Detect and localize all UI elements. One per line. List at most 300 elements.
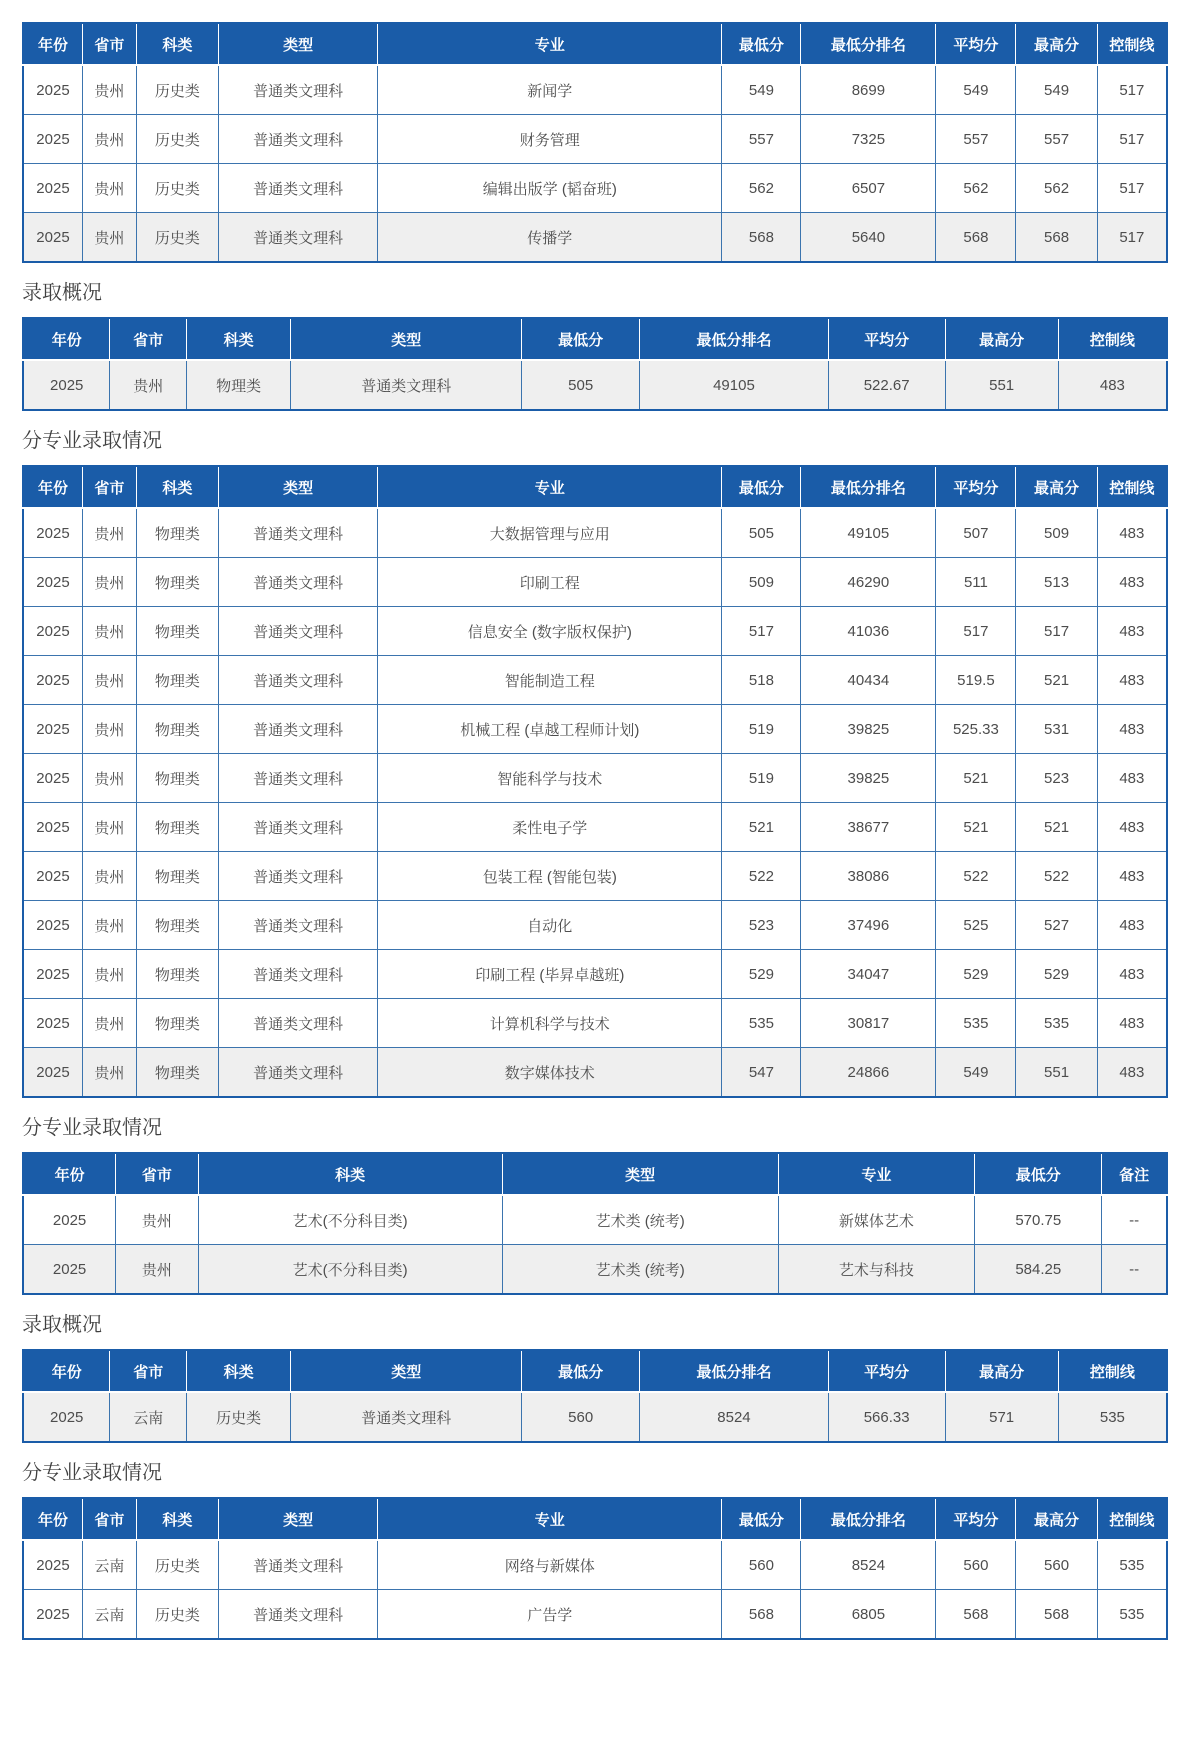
table-cell: 517	[1097, 213, 1167, 263]
table-cell: 521	[936, 754, 1016, 803]
table-cell: 贵州	[82, 213, 136, 263]
table-cell: 普通类文理科	[219, 65, 378, 115]
table-cell: 40434	[801, 656, 936, 705]
table-cell: --	[1102, 1245, 1167, 1295]
table-cell: 551	[1016, 1048, 1097, 1098]
table-cell: 505	[522, 360, 640, 410]
table-section	[22, 427, 1168, 1098]
table-cell: 2025	[23, 115, 82, 164]
column-header: 最低分排名	[640, 318, 829, 360]
table-cell: 2025	[23, 803, 82, 852]
table-cell: 贵州	[82, 558, 136, 607]
table-cell: 571	[945, 1392, 1058, 1442]
table-cell: 568	[722, 213, 801, 263]
table-cell: 2025	[23, 950, 82, 999]
table-cell: 560	[722, 1540, 801, 1590]
table-cell: 普通类文理科	[219, 213, 378, 263]
table-section	[22, 279, 1168, 411]
column-header: 最高分	[1016, 466, 1097, 508]
column-header: 科类	[136, 1498, 218, 1540]
table-cell: 2025	[23, 1245, 116, 1295]
table-cell: 2025	[23, 901, 82, 950]
table-cell: 物理类	[136, 1048, 218, 1098]
table-cell: 历史类	[136, 213, 218, 263]
table-cell: 523	[722, 901, 801, 950]
table-cell: 普通类文理科	[219, 901, 378, 950]
header-row	[23, 23, 1167, 65]
table-cell: 483	[1097, 1048, 1167, 1098]
table-cell: 机械工程 (卓越工程师计划)	[378, 705, 722, 754]
table-row	[23, 950, 1167, 999]
column-header: 科类	[136, 466, 218, 508]
table-cell: 2025	[23, 65, 82, 115]
column-header: 平均分	[828, 318, 945, 360]
table-cell: 39825	[801, 705, 936, 754]
table-cell: 2025	[23, 508, 82, 558]
table-cell: 483	[1058, 360, 1167, 410]
table-cell: 历史类	[136, 115, 218, 164]
table-cell: 525.33	[936, 705, 1016, 754]
table-cell: 历史类	[187, 1392, 291, 1442]
table-cell: 贵州	[82, 1048, 136, 1098]
column-header: 备注	[1102, 1153, 1167, 1195]
admissions-table	[22, 1497, 1168, 1640]
table-cell: 包装工程 (智能包装)	[378, 852, 722, 901]
table-cell: --	[1102, 1195, 1167, 1245]
column-header: 类型	[219, 1498, 378, 1540]
table-cell: 568	[936, 1590, 1016, 1640]
column-header: 类型	[291, 318, 522, 360]
table-cell: 云南	[82, 1540, 136, 1590]
table-cell: 物理类	[136, 803, 218, 852]
table-cell: 数字媒体技术	[378, 1048, 722, 1098]
column-header: 控制线	[1097, 1498, 1167, 1540]
table-cell: 483	[1097, 852, 1167, 901]
table-cell: 535	[1058, 1392, 1167, 1442]
column-header: 省市	[82, 466, 136, 508]
table-cell: 贵州	[82, 999, 136, 1048]
column-header: 最低分排名	[801, 1498, 936, 1540]
table-cell: 艺术(不分科目类)	[198, 1195, 502, 1245]
column-header: 科类	[136, 23, 218, 65]
table-cell: 41036	[801, 607, 936, 656]
column-header: 控制线	[1058, 1350, 1167, 1392]
column-header: 最低分	[722, 1498, 801, 1540]
column-header: 平均分	[828, 1350, 945, 1392]
table-cell: 562	[722, 164, 801, 213]
header-row	[23, 318, 1167, 360]
column-header: 省市	[116, 1153, 198, 1195]
table-cell: 编辑出版学 (韬奋班)	[378, 164, 722, 213]
table-cell: 568	[1016, 213, 1097, 263]
table-cell: 2025	[23, 1392, 110, 1442]
content	[22, 22, 1168, 1640]
table-cell: 财务管理	[378, 115, 722, 164]
table-cell: 549	[1016, 65, 1097, 115]
section-title: 录取概况	[22, 1314, 102, 1336]
table-cell: 8524	[801, 1540, 936, 1590]
table-cell: 普通类文理科	[219, 1048, 378, 1098]
table-cell: 贵州	[82, 901, 136, 950]
column-header: 科类	[198, 1153, 502, 1195]
column-header: 平均分	[936, 1498, 1016, 1540]
table-cell: 6805	[801, 1590, 936, 1640]
table-cell: 535	[936, 999, 1016, 1048]
table-cell: 535	[1097, 1590, 1167, 1640]
table-cell: 522	[722, 852, 801, 901]
table-cell: 艺术(不分科目类)	[198, 1245, 502, 1295]
column-header: 年份	[23, 23, 82, 65]
table-cell: 2025	[23, 607, 82, 656]
table-cell: 535	[1097, 1540, 1167, 1590]
admissions-table	[22, 317, 1168, 411]
table-cell: 大数据管理与应用	[378, 508, 722, 558]
table-cell: 普通类文理科	[219, 754, 378, 803]
table-cell: 普通类文理科	[219, 164, 378, 213]
table-cell: 517	[1097, 115, 1167, 164]
table-row	[23, 705, 1167, 754]
column-header: 最低分排名	[640, 1350, 829, 1392]
table-cell: 2025	[23, 213, 82, 263]
table-cell: 24866	[801, 1048, 936, 1098]
table-cell: 贵州	[82, 607, 136, 656]
table-cell: 517	[1097, 65, 1167, 115]
table-cell: 549	[936, 1048, 1016, 1098]
table-cell: 2025	[23, 754, 82, 803]
table-cell: 529	[722, 950, 801, 999]
table-cell: 37496	[801, 901, 936, 950]
table-cell: 511	[936, 558, 1016, 607]
table-row	[23, 656, 1167, 705]
header-row	[23, 1350, 1167, 1392]
table-cell: 522.67	[828, 360, 945, 410]
table-cell: 贵州	[82, 803, 136, 852]
table-row	[23, 852, 1167, 901]
table-cell: 自动化	[378, 901, 722, 950]
table-cell: 517	[722, 607, 801, 656]
table-cell: 557	[1016, 115, 1097, 164]
table-row	[23, 999, 1167, 1048]
table-cell: 521	[1016, 803, 1097, 852]
table-cell: 物理类	[136, 754, 218, 803]
table-row	[23, 803, 1167, 852]
table-cell: 521	[722, 803, 801, 852]
table-cell: 525	[936, 901, 1016, 950]
table-cell: 562	[1016, 164, 1097, 213]
table-cell: 535	[722, 999, 801, 1048]
table-cell: 普通类文理科	[219, 508, 378, 558]
table-cell: 549	[936, 65, 1016, 115]
table-cell: 483	[1097, 999, 1167, 1048]
table-row	[23, 213, 1167, 263]
column-header: 类型	[502, 1153, 778, 1195]
table-section	[22, 1311, 1168, 1443]
table-cell: 普通类文理科	[219, 1590, 378, 1640]
table-cell: 艺术类 (统考)	[502, 1245, 778, 1295]
section-title: 分专业录取情况	[22, 1117, 162, 1139]
table-cell: 贵州	[110, 360, 187, 410]
table-cell: 普通类文理科	[219, 656, 378, 705]
table-cell: 38086	[801, 852, 936, 901]
table-cell: 521	[1016, 656, 1097, 705]
table-cell: 普通类文理科	[219, 999, 378, 1048]
table-row	[23, 115, 1167, 164]
table-cell: 521	[936, 803, 1016, 852]
column-header: 控制线	[1058, 318, 1167, 360]
column-header: 类型	[291, 1350, 522, 1392]
table-cell: 普通类文理科	[219, 1540, 378, 1590]
table-cell: 历史类	[136, 1540, 218, 1590]
table-cell: 562	[936, 164, 1016, 213]
table-cell: 517	[1097, 164, 1167, 213]
table-cell: 483	[1097, 901, 1167, 950]
table-row	[23, 558, 1167, 607]
column-header: 平均分	[936, 23, 1016, 65]
table-cell: 483	[1097, 950, 1167, 999]
column-header: 专业	[378, 1498, 722, 1540]
table-cell: 2025	[23, 656, 82, 705]
table-cell: 柔性电子学	[378, 803, 722, 852]
column-header: 控制线	[1097, 466, 1167, 508]
column-header: 科类	[187, 1350, 291, 1392]
table-cell: 529	[936, 950, 1016, 999]
table-cell: 557	[936, 115, 1016, 164]
table-cell: 2025	[23, 852, 82, 901]
table-row	[23, 65, 1167, 115]
column-header: 控制线	[1097, 23, 1167, 65]
section-title: 录取概况	[22, 282, 102, 304]
table-cell: 549	[722, 65, 801, 115]
table-cell: 新媒体艺术	[778, 1195, 975, 1245]
table-cell: 34047	[801, 950, 936, 999]
table-cell: 8699	[801, 65, 936, 115]
table-cell: 39825	[801, 754, 936, 803]
table-section	[22, 22, 1168, 263]
table-cell: 贵州	[82, 656, 136, 705]
table-section	[22, 1459, 1168, 1640]
admissions-table	[22, 465, 1168, 1098]
table-cell: 网络与新媒体	[378, 1540, 722, 1590]
table-cell: 507	[936, 508, 1016, 558]
table-cell: 519.5	[936, 656, 1016, 705]
table-cell: 物理类	[136, 705, 218, 754]
column-header: 年份	[23, 1498, 82, 1540]
table-cell: 2025	[23, 360, 110, 410]
table-cell: 贵州	[82, 852, 136, 901]
table-cell: 普通类文理科	[291, 360, 522, 410]
column-header: 最低分	[722, 466, 801, 508]
table-cell: 历史类	[136, 164, 218, 213]
table-cell: 智能科学与技术	[378, 754, 722, 803]
table-cell: 物理类	[136, 852, 218, 901]
table-cell: 551	[945, 360, 1058, 410]
table-cell: 560	[936, 1540, 1016, 1590]
table-cell: 普通类文理科	[219, 607, 378, 656]
table-cell: 483	[1097, 607, 1167, 656]
table-cell: 6507	[801, 164, 936, 213]
table-cell: 普通类文理科	[219, 950, 378, 999]
column-header: 最低分	[522, 318, 640, 360]
column-header: 省市	[82, 23, 136, 65]
table-cell: 艺术类 (统考)	[502, 1195, 778, 1245]
table-cell: 5640	[801, 213, 936, 263]
table-cell: 计算机科学与技术	[378, 999, 722, 1048]
table-cell: 贵州	[82, 164, 136, 213]
header-row	[23, 1498, 1167, 1540]
table-cell: 8524	[640, 1392, 829, 1442]
table-cell: 566.33	[828, 1392, 945, 1442]
table-cell: 物理类	[136, 950, 218, 999]
column-header: 省市	[110, 318, 187, 360]
column-header: 专业	[378, 466, 722, 508]
table-cell: 物理类	[136, 508, 218, 558]
table-cell: 483	[1097, 754, 1167, 803]
column-header: 年份	[23, 1153, 116, 1195]
table-cell: 560	[522, 1392, 640, 1442]
table-row	[23, 1195, 1167, 1245]
table-cell: 49105	[801, 508, 936, 558]
table-row	[23, 1392, 1167, 1442]
table-cell: 新闻学	[378, 65, 722, 115]
column-header: 平均分	[936, 466, 1016, 508]
table-cell: 广告学	[378, 1590, 722, 1640]
table-cell: 517	[1016, 607, 1097, 656]
table-cell: 46290	[801, 558, 936, 607]
table-cell: 509	[1016, 508, 1097, 558]
table-row	[23, 1590, 1167, 1640]
table-cell: 2025	[23, 1540, 82, 1590]
table-cell: 2025	[23, 164, 82, 213]
table-cell: 527	[1016, 901, 1097, 950]
table-cell: 贵州	[116, 1195, 198, 1245]
table-cell: 509	[722, 558, 801, 607]
table-cell: 7325	[801, 115, 936, 164]
header-row	[23, 1153, 1167, 1195]
table-cell: 物理类	[136, 901, 218, 950]
table-cell: 历史类	[136, 1590, 218, 1640]
table-cell: 483	[1097, 558, 1167, 607]
table-cell: 483	[1097, 656, 1167, 705]
table-cell: 2025	[23, 1048, 82, 1098]
column-header: 最低分	[975, 1153, 1102, 1195]
table-cell: 519	[722, 705, 801, 754]
table-cell: 531	[1016, 705, 1097, 754]
column-header: 年份	[23, 466, 82, 508]
table-cell: 522	[936, 852, 1016, 901]
column-header: 专业	[778, 1153, 975, 1195]
table-cell: 贵州	[82, 65, 136, 115]
admissions-table	[22, 1349, 1168, 1443]
table-cell: 艺术与科技	[778, 1245, 975, 1295]
column-header: 省市	[110, 1350, 187, 1392]
table-cell: 505	[722, 508, 801, 558]
column-header: 省市	[82, 1498, 136, 1540]
table-cell: 云南	[110, 1392, 187, 1442]
table-cell: 物理类	[136, 607, 218, 656]
table-cell: 印刷工程	[378, 558, 722, 607]
column-header: 科类	[187, 318, 291, 360]
column-header: 最低分排名	[801, 466, 936, 508]
table-cell: 517	[936, 607, 1016, 656]
table-cell: 38677	[801, 803, 936, 852]
table-row	[23, 164, 1167, 213]
column-header: 年份	[23, 1350, 110, 1392]
table-cell: 568	[936, 213, 1016, 263]
table-cell: 568	[722, 1590, 801, 1640]
table-cell: 印刷工程 (毕昇卓越班)	[378, 950, 722, 999]
table-cell: 483	[1097, 508, 1167, 558]
table-section	[22, 1114, 1168, 1295]
table-cell: 2025	[23, 705, 82, 754]
admissions-table	[22, 1152, 1168, 1295]
table-row	[23, 901, 1167, 950]
table-cell: 历史类	[136, 65, 218, 115]
table-cell: 560	[1016, 1540, 1097, 1590]
table-cell: 贵州	[82, 508, 136, 558]
table-cell: 物理类	[136, 558, 218, 607]
table-cell: 547	[722, 1048, 801, 1098]
table-cell: 贵州	[116, 1245, 198, 1295]
table-cell: 535	[1016, 999, 1097, 1048]
table-cell: 30817	[801, 999, 936, 1048]
column-header: 最低分	[522, 1350, 640, 1392]
column-header: 类型	[219, 23, 378, 65]
admissions-table	[22, 22, 1168, 263]
table-cell: 2025	[23, 1590, 82, 1640]
section-title: 分专业录取情况	[22, 430, 162, 452]
table-cell: 物理类	[136, 656, 218, 705]
table-cell: 普通类文理科	[219, 705, 378, 754]
table-cell: 普通类文理科	[219, 852, 378, 901]
table-cell: 584.25	[975, 1245, 1102, 1295]
table-cell: 普通类文理科	[291, 1392, 522, 1442]
table-cell: 贵州	[82, 950, 136, 999]
table-cell: 568	[1016, 1590, 1097, 1640]
table-row	[23, 1245, 1167, 1295]
column-header: 最低分排名	[801, 23, 936, 65]
table-row	[23, 508, 1167, 558]
table-cell: 529	[1016, 950, 1097, 999]
column-header: 最高分	[1016, 1498, 1097, 1540]
table-cell: 513	[1016, 558, 1097, 607]
table-cell: 2025	[23, 999, 82, 1048]
table-cell: 483	[1097, 803, 1167, 852]
table-cell: 522	[1016, 852, 1097, 901]
table-cell: 570.75	[975, 1195, 1102, 1245]
section-title: 分专业录取情况	[22, 1462, 162, 1484]
table-cell: 传播学	[378, 213, 722, 263]
header-row	[23, 466, 1167, 508]
table-cell: 贵州	[82, 754, 136, 803]
table-cell: 普通类文理科	[219, 558, 378, 607]
column-header: 最高分	[1016, 23, 1097, 65]
table-cell: 483	[1097, 705, 1167, 754]
table-cell: 519	[722, 754, 801, 803]
table-cell: 普通类文理科	[219, 803, 378, 852]
table-row	[23, 360, 1167, 410]
column-header: 最高分	[945, 1350, 1058, 1392]
table-cell: 信息安全 (数字版权保护)	[378, 607, 722, 656]
table-cell: 2025	[23, 558, 82, 607]
column-header: 最低分	[722, 23, 801, 65]
table-row	[23, 607, 1167, 656]
table-cell: 518	[722, 656, 801, 705]
column-header: 专业	[378, 23, 722, 65]
table-cell: 贵州	[82, 705, 136, 754]
table-cell: 2025	[23, 1195, 116, 1245]
table-cell: 云南	[82, 1590, 136, 1640]
table-cell: 物理类	[187, 360, 291, 410]
